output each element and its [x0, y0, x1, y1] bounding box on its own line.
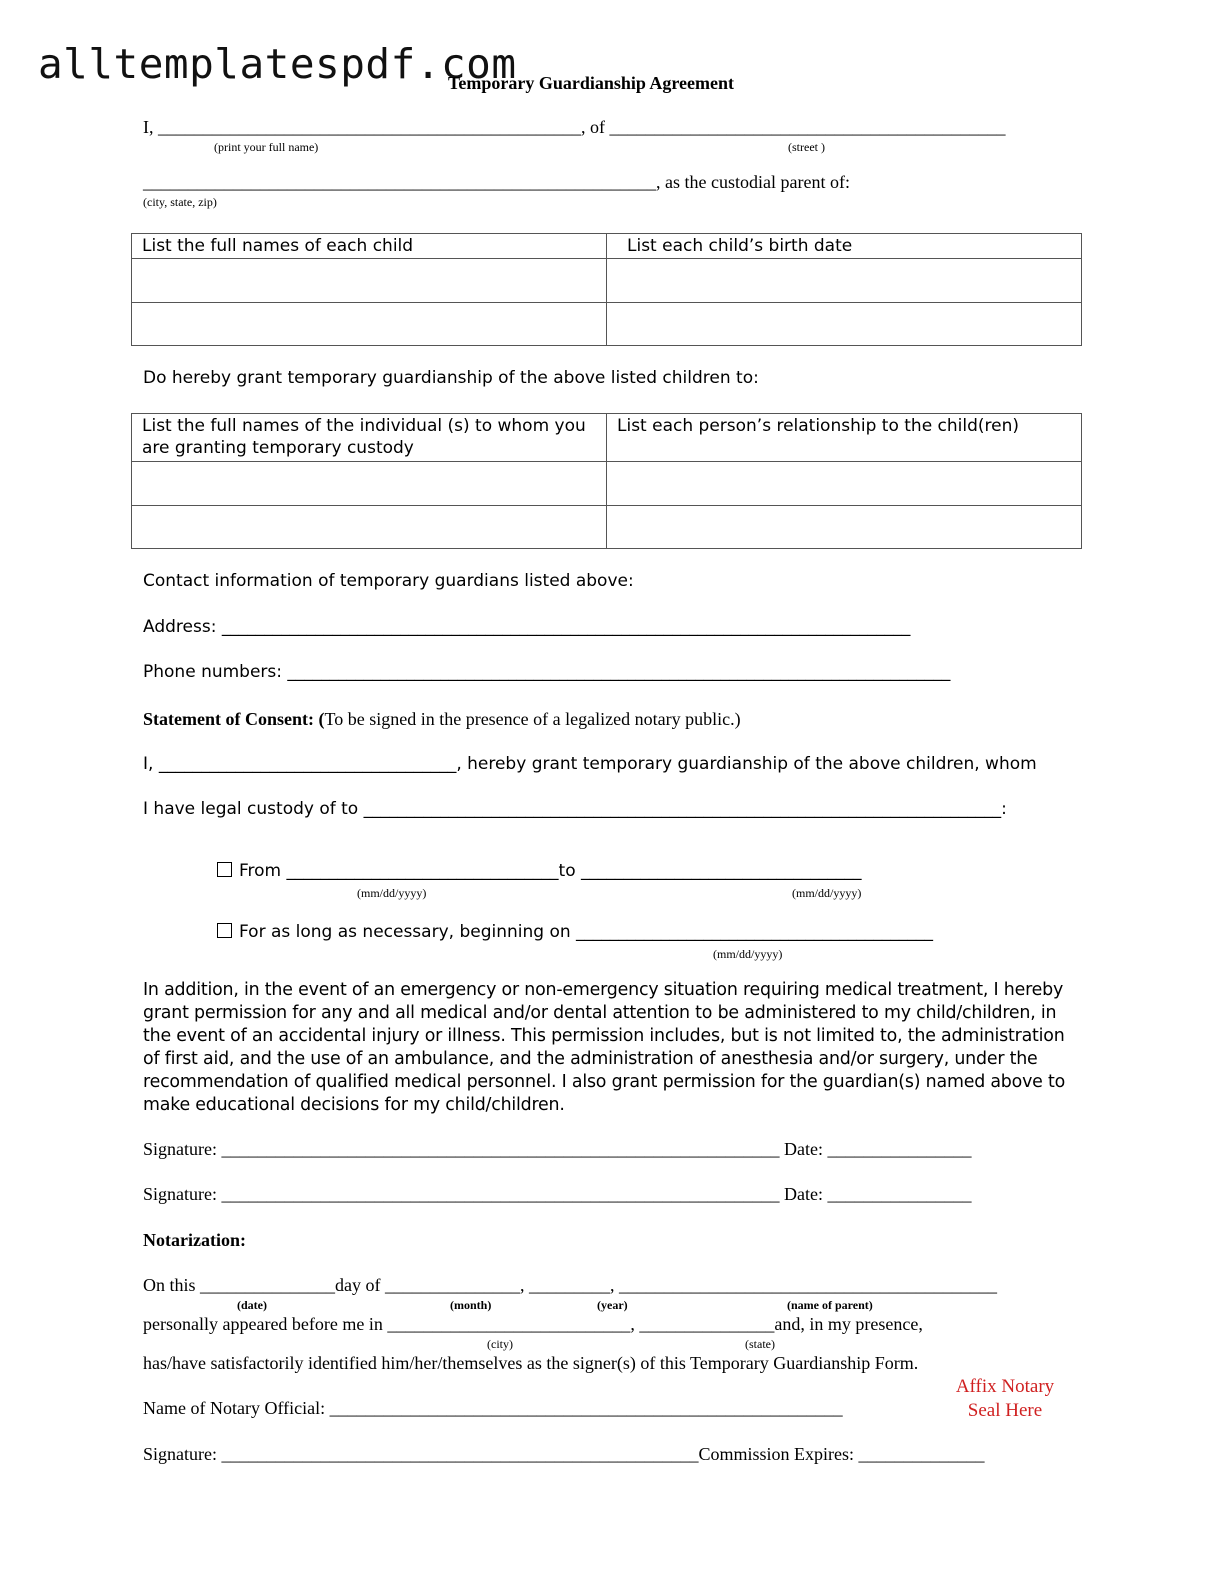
seal-text-line-2: Seal Here — [967, 1400, 1043, 1421]
signature-line-1[interactable]: Signature: ______________________________________________________________ Date: ________________ — [143, 1139, 972, 1159]
signature-line-2[interactable]: Signature: ______________________________________________________________ Date: ________________ — [143, 1184, 972, 1204]
table-row — [132, 506, 1082, 549]
caption-to-date: (mm/dd/yyyy) — [792, 886, 862, 900]
guardian-name-cell[interactable] — [132, 506, 607, 549]
watermark: alltemplatespdf.com — [38, 40, 517, 88]
guardians-table — [131, 413, 1082, 549]
notary-line-1: On this _______________day of _______________, _________, __________________________________________ — [143, 1275, 997, 1295]
from-to-line: From ________________________________to _________________________________ — [239, 861, 862, 881]
phone-field[interactable]: Phone numbers: ______________________________________________________________________________ — [143, 662, 951, 682]
children-header-birthdate: List each child’s birth date — [607, 234, 1082, 259]
caption-date: (date) — [237, 1298, 267, 1312]
consent-label: Statement of Consent: — [143, 709, 314, 729]
seal-text-line-1: Affix Notary — [955, 1376, 1055, 1397]
table-row — [132, 234, 1082, 259]
notary-line-2: personally appeared before me in ___________________________, _______________and, in my presence, — [143, 1314, 923, 1334]
caption-year: (year) — [597, 1298, 628, 1312]
parent-name-street-line: I, _______________________________________________, of ____________________________________________ — [143, 117, 1006, 137]
notary-line-3: has/have satisfactorily identified him/her/themselves as the signer(s) of this Temporary Guardianship Form. — [143, 1353, 919, 1373]
notary-name-field[interactable]: Name of Notary Official: _________________________________________________________ — [143, 1398, 843, 1418]
grant-line: Do hereby grant temporary guardianship of the above listed children to: — [143, 368, 759, 388]
long-checkbox[interactable] — [217, 923, 232, 938]
page-title: Temporary Guardianship Agreement — [448, 73, 735, 93]
caption-street: (street ) — [788, 140, 825, 154]
caption-from-date: (mm/dd/yyyy) — [357, 886, 427, 900]
from-option — [217, 861, 862, 880]
child-name-cell[interactable] — [132, 259, 607, 303]
long-line: For as long as necessary, beginning on __________________________________________ — [239, 922, 934, 942]
caption-month: (month) — [450, 1298, 492, 1312]
notary-signature-line[interactable]: Signature: _____________________________________________________Commission Expires: ______________ — [143, 1444, 985, 1464]
child-birthdate-cell[interactable] — [607, 303, 1082, 346]
contact-heading: Contact information of temporary guardians listed above: — [143, 571, 634, 591]
notary-seal-area — [950, 1375, 1060, 1423]
consent-line-1: I, ___________________________________, hereby grant temporary guardianship of the above children, whom — [143, 754, 1037, 774]
consent-line-2: I have legal custody of to ___________________________________________________________________________: — [143, 799, 1007, 819]
guardian-name-cell[interactable] — [132, 462, 607, 506]
from-checkbox[interactable] — [217, 862, 232, 877]
table-row — [132, 414, 1082, 462]
caption-city: (city) — [487, 1337, 513, 1351]
child-birthdate-cell[interactable] — [607, 259, 1082, 303]
long-option — [217, 922, 933, 941]
consent-paren: ( — [313, 709, 325, 729]
notarization-heading: Notarization: — [143, 1230, 246, 1250]
city-state-zip-line: _________________________________________________________, as the custodial parent of: — [143, 172, 850, 192]
children-header-name: List the full names of each child — [132, 234, 607, 259]
caption-city-state-zip: (city, state, zip) — [143, 195, 217, 209]
guardians-header-name: List the full names of the individual (s) to whom you are granting temporary custody — [132, 414, 607, 462]
caption-name-of-parent: (name of parent) — [787, 1298, 873, 1312]
consent-note: To be signed in the presence of a legalized notary public.) — [324, 709, 741, 729]
address-field[interactable]: Address: _________________________________________________________________________________ — [143, 617, 911, 637]
table-row — [132, 303, 1082, 346]
children-table — [131, 233, 1082, 346]
consent-statement — [143, 710, 741, 728]
child-name-cell[interactable] — [132, 303, 607, 346]
guardians-header-relationship: List each person’s relationship to the child(ren) — [607, 414, 1082, 462]
guardian-relationship-cell[interactable] — [607, 462, 1082, 506]
table-row — [132, 259, 1082, 303]
caption-state: (state) — [745, 1337, 775, 1351]
medical-paragraph: In addition, in the event of an emergency or non-emergency situation requiring medical treatment, I hereby grant permission for any and all medical and/or dental attention to be administered to my child/children, in the event of an accidental injury or illness. This permission includes, but is not limited to, the administration of first aid, and the use of an ambulance, and the administration of anesthesia and/or surgery, under the recommendation of qualified medical personnel. I also grant permission for the guardian(s) named above to make educational decisions for my child/children. — [143, 980, 1066, 1115]
caption-beginning-date: (mm/dd/yyyy) — [713, 947, 783, 961]
guardian-relationship-cell[interactable] — [607, 506, 1082, 549]
caption-full-name: (print your full name) — [214, 140, 319, 154]
table-row — [132, 462, 1082, 506]
